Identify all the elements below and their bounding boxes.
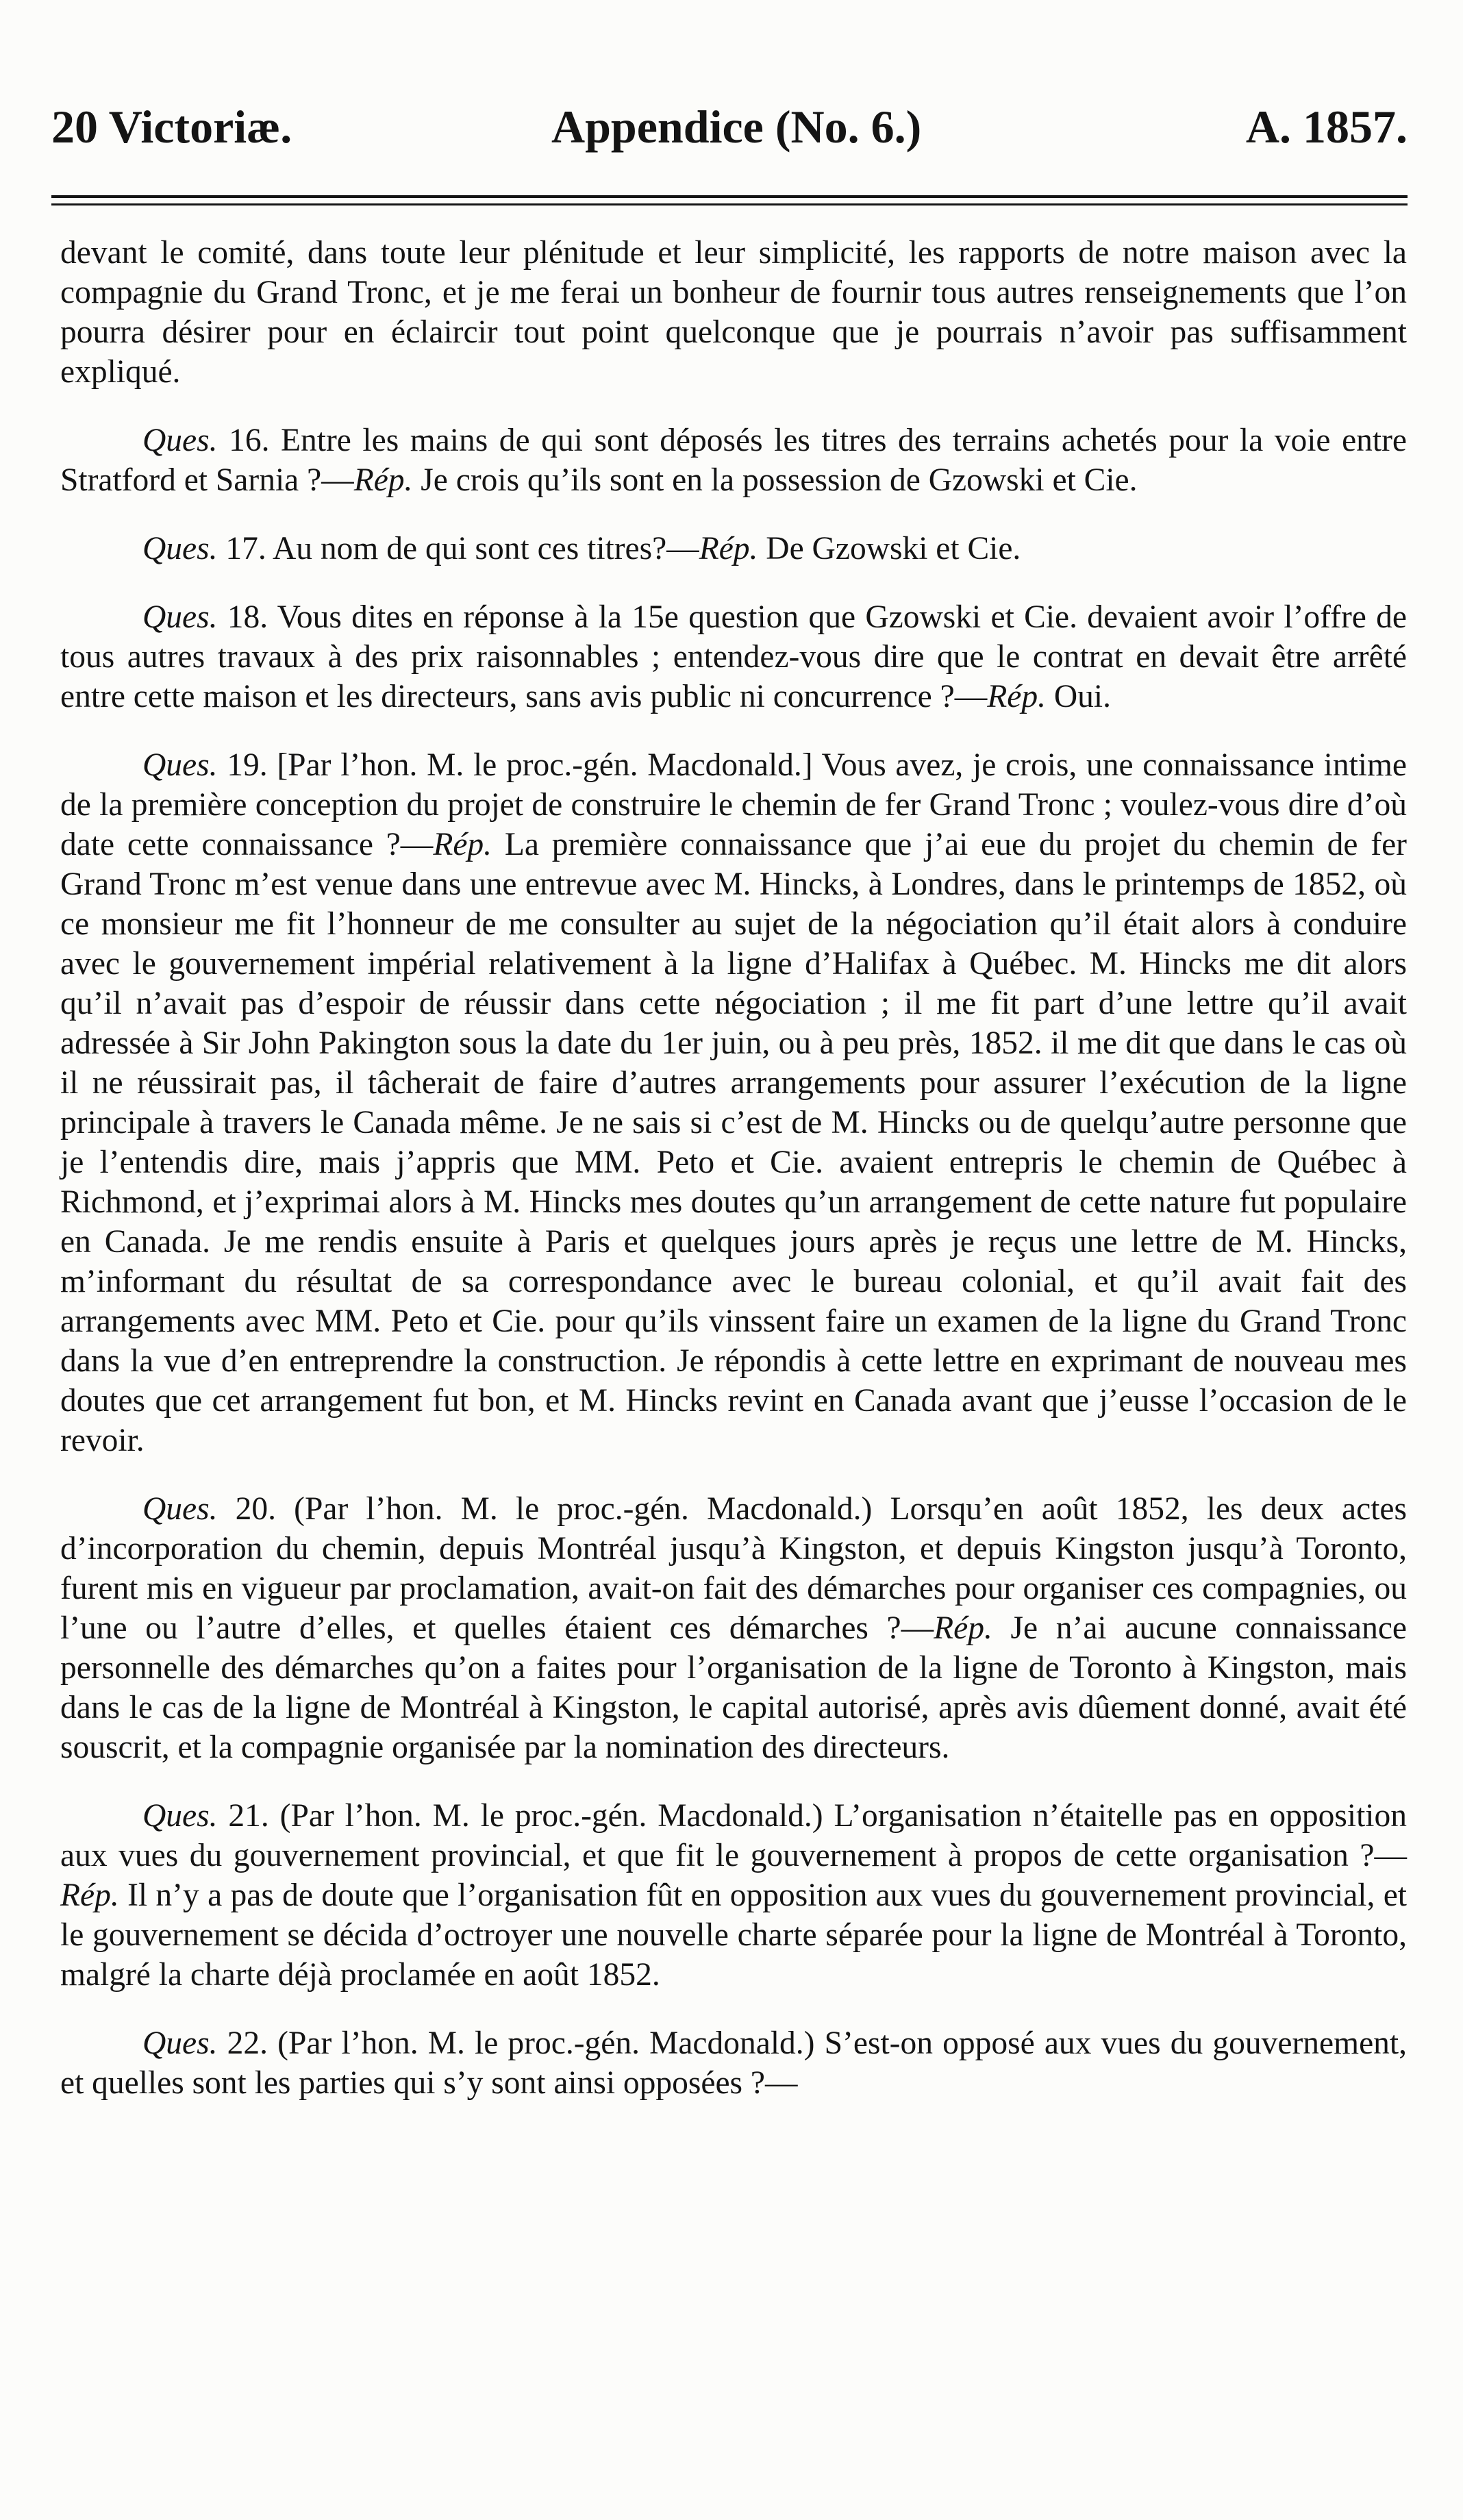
reply-text: Je n’ai aucune connaissance personnelle des démarches qu’on a faites pour l’organisation de la ligne de Toronto à Kingston, mais dans le cas de la ligne de Montréal à Kingston, le capital autorisé, après avis dûement donné, avait été souscrit, et la compagnie organisée par la nomination des directeurs. — [60, 1610, 1408, 1765]
question-label: Ques. — [142, 747, 218, 783]
question-label: Ques. — [142, 531, 218, 566]
header-appendix: Appendice (No. 6.) — [551, 101, 922, 153]
header-year: A. 1857. — [1245, 101, 1408, 153]
question-18 — [60, 597, 1407, 716]
reply-label: Rép. — [60, 1877, 119, 1913]
reply-text: De Gzowski et Cie. — [758, 531, 1021, 566]
header-session: 20 Victoriæ. — [51, 101, 292, 153]
question-text: 20. (Par l’hon. M. le proc.-gén. Macdonald.) Lorsqu’en août 1852, les deux actes d’incorporation du chemin, depuis Montréal jusqu’à Kingston, et depuis Kingston jusqu’à Toronto, furent mis en vigueur par proclamation, avait-on fait des démarches pour organiser ces compagnies, ou l’une ou l’autre d’elles, et quelles étaient ces démarches ?— — [60, 1491, 1407, 1646]
reply-text: Je crois qu’ils sont en la possession de Gzowski et Cie. — [412, 462, 1138, 498]
document-body — [60, 233, 1407, 2132]
question-22 — [60, 2023, 1407, 2103]
reply-text: Il n’y a pas de doute que l’organisation fût en opposition aux vues du gouvernement provincial, et le gouvernement se décida d’octroyer une nouvelle charte séparée pour la ligne de Montréal à Toronto, malgré la charte déjà proclamée en août 1852. — [60, 1877, 1407, 1993]
question-text: 18. Vous dites en réponse à la 15e question que Gzowski et Cie. devaient avoir l’offre de tous autres travaux à des prix raisonnables ; entendez-vous dire que le contrat en devait être arrêté entre cette maison et les directeurs, sans avis public ni concurrence ?— — [60, 599, 1407, 714]
question-text: 17. Au nom de qui sont ces titres?— — [217, 531, 699, 566]
header-rule-thick — [51, 195, 1408, 198]
reply-text: Oui. — [1045, 679, 1111, 714]
header-rule-thin — [51, 203, 1408, 205]
reply-label: Rép. — [353, 462, 413, 498]
reply-label: Rép. — [987, 679, 1046, 714]
question-text: 21. (Par l’hon. M. le proc.-gén. Macdonald.) L’organisation n’étaitelle pas en opposition aux vues du gouvernement provincial, et que fit le gouvernement à propos de cette organisation ?— — [60, 1798, 1407, 1873]
reply-label: Rép. — [934, 1610, 992, 1646]
reply-text: La première connaissance que j’ai eue du projet du chemin de fer Grand Tronc m’est venue dans une entrevue avec M. Hincks, à Londres, dans le printemps de 1852, où ce monsieur me fit l’honneur de me consulter au sujet de la négociation qu’il était alors à conduire avec le gouvernement impérial relativement à la ligne d’Halifax à Québec. M. Hincks me dit alors qu’il n’avait pas d’espoir de réussir dans cette négociation ; il me fit part d’une lettre qu’il avait adressée à Sir John Pakington sous la date du 1er juin, ou à peu près, 1852. il me dit que dans le cas où il ne réussirait pas, il tâcherait de faire d’autres arrangements pour assurer l’exécution de la ligne principale à travers le Canada même. Je ne sais si c’est de M. Hincks ou de quelqu’autre personne que je l’entendis dire, mais j’appris que MM. Peto et Cie. avaient entrepris le chemin de Québec à Richmond, et j’exprimai alors à M. Hincks mes doutes qu’un arrangement de cette nature fut populaire en Canada. Je me rendis ensuite à Paris et quelques jours après je reçus une lettre de M. Hincks, m’informant du résultat de sa correspondance avec le bureau colonial, et qu’il avait fait des arrangements avec MM. Peto et Cie. pour qu’ils vinssent faire un examen de la ligne du Grand Tronc dans la vue d’en entreprendre la construction. Je répondis à cette lettre en exprimant de nouveau mes doutes que cet arrangement fut bon, et M. Hincks revint en Canada avant que j’eusse l’occasion de le revoir. — [60, 827, 1408, 1458]
page-header — [51, 89, 1408, 164]
question-label: Ques. — [142, 423, 218, 458]
question-label: Ques. — [142, 1798, 218, 1834]
question-text: 22. (Par l’hon. M. le proc.-gén. Macdonald.) S’est-on opposé aux vues du gouvernement, et quelles sont les parties qui s’y sont ainsi opposées ?— — [60, 2025, 1407, 2101]
question-label: Ques. — [142, 599, 218, 635]
question-text: 16. Entre les mains de qui sont déposés les titres des terrains achetés pour la voie entre Stratford et Sarnia ?— — [60, 423, 1407, 498]
question-label: Ques. — [142, 1491, 218, 1527]
paragraph-continuation — [60, 233, 1407, 392]
question-17 — [60, 529, 1407, 569]
question-21 — [60, 1796, 1407, 1995]
reply-label: Rép. — [699, 531, 758, 566]
question-16 — [60, 421, 1407, 500]
question-text: 19. [Par l’hon. M. le proc.-gén. Macdonald.] Vous avez, je crois, une connaissance intime de la première conception du projet de construire le chemin de fer Grand Tronc ; voulez-vous dire d’où date cette connaissance ?— — [60, 747, 1407, 862]
question-20 — [60, 1489, 1407, 1767]
question-19 — [60, 745, 1407, 1460]
reply-label: Rép. — [433, 827, 492, 862]
question-label: Ques. — [142, 2025, 218, 2061]
paragraph-text: devant le comité, dans toute leur plénitude et leur simplicité, les rapports de notre maison avec la compagnie du Grand Tronc, et je me ferai un bonheur de fournir tous autres renseignements que l’on pourra désirer pour en éclaircir tout point quelconque que je pourrais n’avoir pas suffisamment expliqué. — [60, 235, 1407, 390]
